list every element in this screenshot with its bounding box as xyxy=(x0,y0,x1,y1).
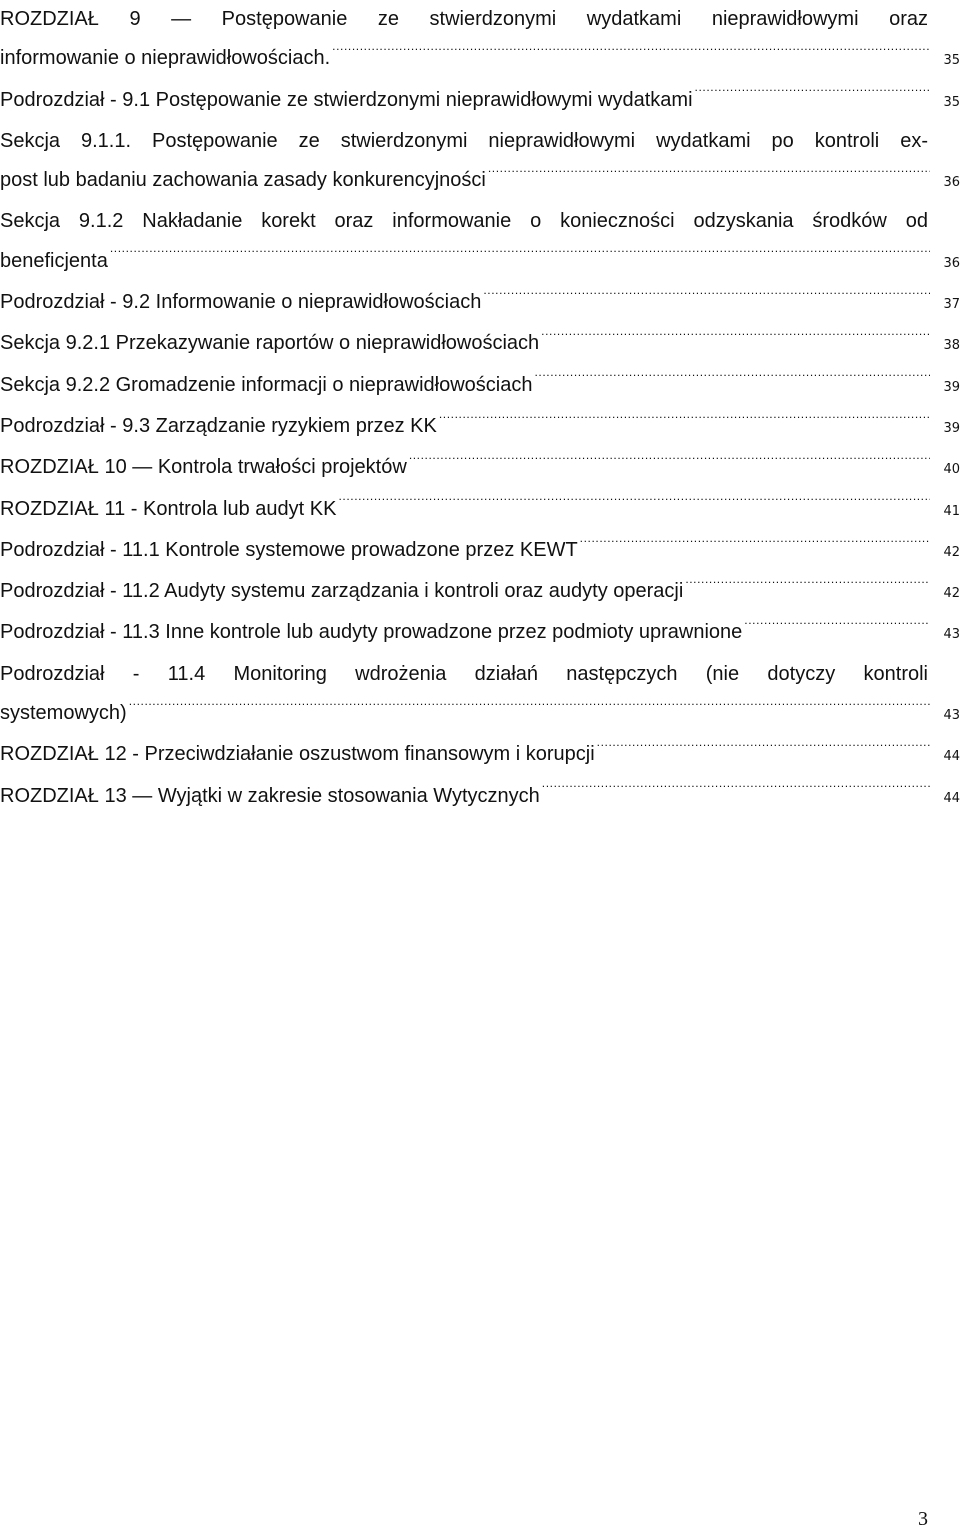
dot-leader xyxy=(597,740,930,760)
toc-entry[interactable] xyxy=(0,572,960,613)
toc-entry[interactable] xyxy=(0,735,960,776)
toc-entry[interactable] xyxy=(0,407,960,448)
toc-entry-text: Sekcja 9.2.2 Gromadzenie informacji o nieprawidłowościach xyxy=(0,373,533,396)
toc-page-number: 42 xyxy=(943,586,960,602)
dot-leader xyxy=(483,288,930,308)
toc-page-number: 36 xyxy=(943,175,960,191)
page-number: 3 xyxy=(918,1508,928,1530)
toc-page-number: 44 xyxy=(943,790,960,806)
toc-entry-text: Podrozdział - 11.2 Audyty systemu zarządzania i kontroli oraz audyty operacji xyxy=(0,580,684,603)
toc-entry-text: Sekcja 9.1.1. Postępowanie ze stwierdzonymi nieprawidłowymi wydatkami po kontroli ex- xyxy=(0,129,928,152)
toc-entry[interactable] xyxy=(0,655,960,736)
toc-entry-text: ROZDZIAŁ 13 — Wyjątki w zakresie stosowania Wytycznych xyxy=(0,784,540,807)
toc-entry[interactable] xyxy=(0,324,960,365)
dot-leader xyxy=(541,329,930,349)
toc-entry-text: Sekcja 9.2.1 Przekazywanie raportów o nieprawidłowościach xyxy=(0,332,540,355)
toc-page-number: 39 xyxy=(943,379,960,395)
dot-leader xyxy=(332,44,930,64)
toc-entry-text: Podrozdział - 9.3 Zarządzanie ryzykiem przez KK xyxy=(0,414,437,437)
dot-leader xyxy=(695,86,930,106)
dot-leader xyxy=(542,782,930,802)
toc-entry-text: Podrozdział - 11.3 Inne kontrole lub audyty prowadzone przez podmioty uprawnione xyxy=(0,621,743,644)
toc-entry[interactable] xyxy=(0,490,960,531)
dot-leader xyxy=(110,247,930,267)
toc-page-number: 41 xyxy=(943,503,960,519)
dot-leader xyxy=(439,412,930,432)
toc-entry-text: systemowych) xyxy=(0,702,127,725)
toc-page-number: 35 xyxy=(943,53,960,69)
toc-page-number: 37 xyxy=(943,297,960,313)
dot-leader xyxy=(129,699,930,719)
toc-page-number: 43 xyxy=(943,627,960,643)
toc-entry-text: Podrozdział - 9.2 Informowanie o nieprawidłowościach xyxy=(0,291,482,314)
toc-entry[interactable] xyxy=(0,448,960,489)
toc-page-number: 44 xyxy=(943,749,960,765)
toc-page-number: 43 xyxy=(943,708,960,724)
toc-entry-text: ROZDZIAŁ 11 - Kontrola lub audyt KK xyxy=(0,497,337,520)
dot-leader xyxy=(534,371,930,391)
toc-entry-text: Podrozdział - 9.1 Postępowanie ze stwierdzonymi nieprawidłowymi wydatkami xyxy=(0,88,693,111)
dot-leader xyxy=(744,618,930,638)
toc-page-number: 40 xyxy=(943,462,960,478)
toc-entry-text: ROZDZIAŁ 12 - Przeciwdziałanie oszustwom finansowym i korupcji xyxy=(0,743,595,766)
toc-page-number: 36 xyxy=(943,255,960,271)
dot-leader xyxy=(338,495,930,515)
dot-leader xyxy=(685,577,930,597)
toc-entry-text: ROZDZIAŁ 9 — Postępowanie ze stwierdzonymi wydatkami nieprawidłowymi oraz xyxy=(0,8,928,30)
toc-entry-text: post lub badaniu zachowania zasady konkurencyjności xyxy=(0,169,486,192)
toc-page-number: 38 xyxy=(943,338,960,354)
toc-entry-text: informowanie o nieprawidłowościach. xyxy=(0,47,331,70)
dot-leader xyxy=(409,453,930,473)
dot-leader xyxy=(488,166,930,186)
toc-entry[interactable] xyxy=(0,122,960,203)
toc-entry-text: Sekcja 9.1.2 Nakładanie korekt oraz informowanie o konieczności odzyskania środków od xyxy=(0,210,928,233)
toc-page-number: 35 xyxy=(943,94,960,110)
toc-entry-text: Podrozdział - 11.4 Monitoring wdrożenia działań następczych (nie dotyczy kontroli xyxy=(0,662,928,685)
toc-entry[interactable] xyxy=(0,613,960,654)
toc-entry[interactable] xyxy=(0,366,960,407)
toc-entry[interactable] xyxy=(0,202,960,283)
toc-page-number: 42 xyxy=(943,544,960,560)
toc-entry[interactable] xyxy=(0,81,960,122)
toc-entry-text: ROZDZIAŁ 10 — Kontrola trwałości projektów xyxy=(0,456,407,479)
toc-entry[interactable] xyxy=(0,777,960,818)
toc-page-number: 39 xyxy=(943,420,960,436)
toc-entry[interactable] xyxy=(0,531,960,572)
toc-entry[interactable] xyxy=(0,0,960,81)
dot-leader xyxy=(580,536,930,556)
toc-entry-text: Podrozdział - 11.1 Kontrole systemowe prowadzone przez KEWT xyxy=(0,538,578,561)
toc-entry-text: beneficjenta xyxy=(0,249,108,272)
toc-entry[interactable] xyxy=(0,283,960,324)
